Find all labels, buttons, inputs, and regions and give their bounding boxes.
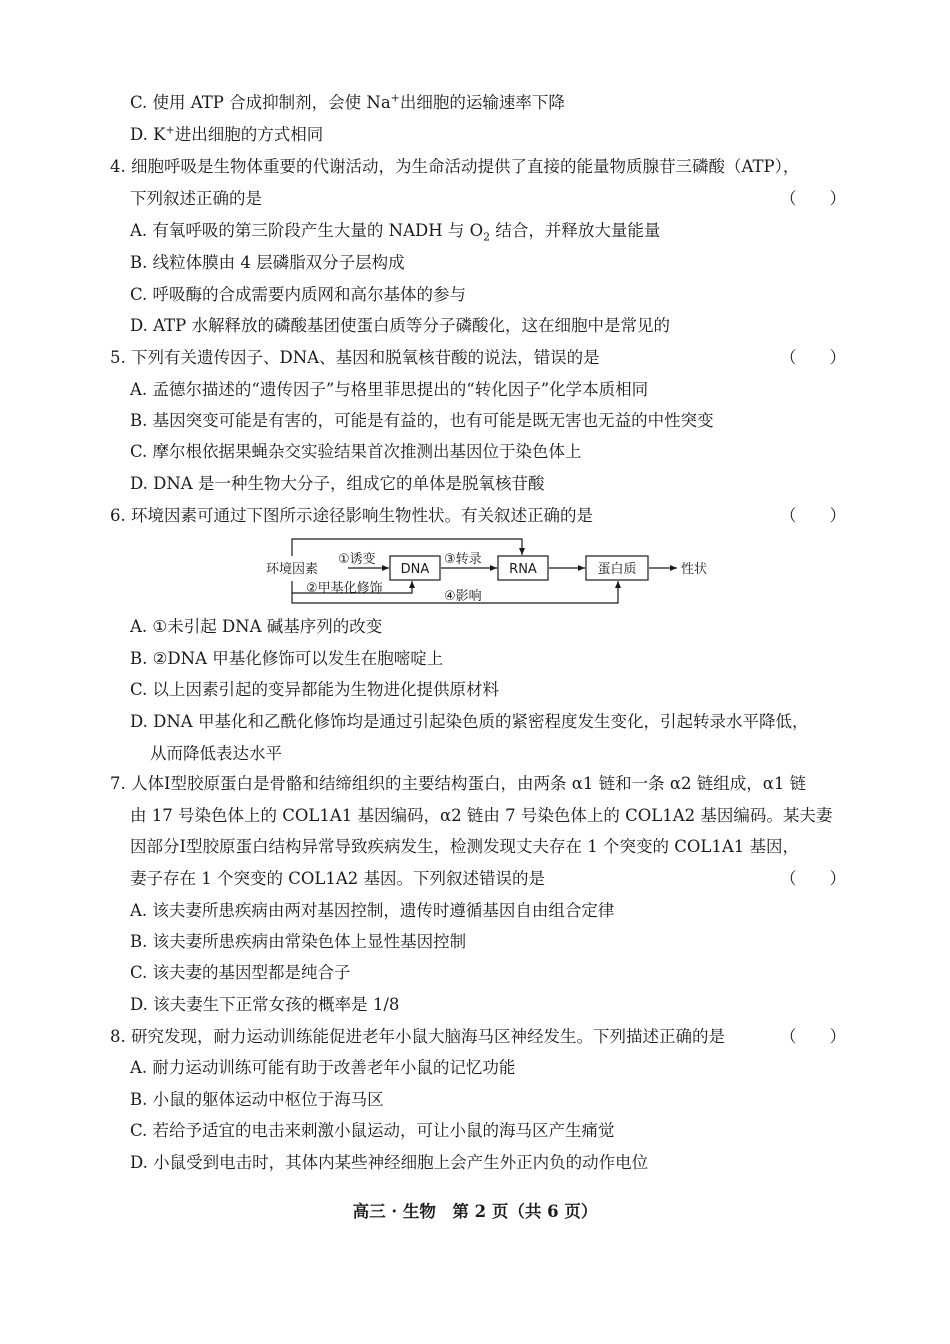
env-label: 环境因素 bbox=[266, 562, 319, 577]
q6-option-d-line1: D. DNA 甲基化和乙酰化修饰均是通过引起染色质的紧密程度发生变化，引起转录水平降低， bbox=[130, 712, 809, 731]
q7-option-d: D. 该夫妻生下正常女孩的概率是 1/8 bbox=[130, 995, 400, 1014]
effect-label: ④影响 bbox=[444, 589, 482, 604]
q7-option-a: A. 该夫妻所患疾病由两对基因控制，遗传时遵循基因自由组合定律 bbox=[130, 901, 615, 920]
q5-stem: 5. 下列有关遗传因子、DNA、基因和脱氧核苷酸的说法，错误的是 bbox=[110, 348, 600, 367]
dna-label: DNA bbox=[400, 562, 430, 577]
trait-label: 性状 bbox=[681, 562, 708, 577]
q6-option-c: C. 以上因素引起的变异都能为生物进化提供原材料 bbox=[130, 680, 500, 699]
q7-answer-paren: （ ） bbox=[780, 869, 846, 888]
q8-option-b: B. 小鼠的躯体运动中枢位于海马区 bbox=[130, 1090, 384, 1109]
q5-option-a: A. 孟德尔描述的“遗传因子”与格里菲思提出的“转化因子”化学本质相同 bbox=[130, 380, 649, 399]
q5-option-b: B. 基因突变可能是有害的，可能是有益的，也有可能是既无害也无益的中性突变 bbox=[130, 411, 714, 430]
q8-stem: 8. 研究发现，耐力运动训练能促进老年小鼠大脑海马区神经发生。下列描述正确的是 bbox=[110, 1027, 725, 1046]
q7-stem-line1: 7. 人体Ⅰ型胶原蛋白是骨骼和结缔组织的主要结构蛋白，由两条 α1 链和一条 α2 链组成，α1 链 bbox=[110, 774, 807, 793]
env-to-rna-path bbox=[292, 539, 522, 556]
pathway-diagram bbox=[262, 535, 732, 607]
q8-option-a: A. 耐力运动训练可能有助于改善老年小鼠的记忆功能 bbox=[130, 1058, 516, 1077]
q6-answer-paren: （ ） bbox=[780, 506, 846, 525]
q4-answer-paren: （ ） bbox=[780, 189, 846, 208]
q4-option-b: B. 线粒体膜由 4 层磷脂双分子层构成 bbox=[130, 253, 405, 272]
q5-option-d: D. DNA 是一种生物大分子，组成它的单体是脱氧核苷酸 bbox=[130, 474, 545, 493]
q6-option-b: B. ②DNA 甲基化修饰可以发生在胞嘧啶上 bbox=[130, 649, 444, 668]
transcription-label: ③转录 bbox=[444, 552, 482, 567]
q7-stem-line4: 妻子存在 1 个突变的 COL1A2 基因。下列叙述错误的是 bbox=[130, 869, 545, 888]
q8-option-c: C. 若给予适宜的电击来刺激小鼠运动，可让小鼠的海马区产生痛觉 bbox=[130, 1121, 615, 1140]
q4-option-a: A. 有氧呼吸的第三阶段产生大量的 NADH 与 $O_2$ 结合，并释放大量能量 bbox=[130, 221, 661, 244]
q8-answer-paren: （ ） bbox=[780, 1027, 846, 1046]
q7-stem-line2: 由 17 号染色体上的 COL1A1 基因编码，α2 链由 7 号染色体上的 COL1A2 基因编码。某夫妻 bbox=[130, 806, 833, 825]
q4-stem-line1: 4. 细胞呼吸是生物体重要的代谢活动，为生命活动提供了直接的能量物质腺苷三磷酸（ATP）， bbox=[110, 157, 800, 176]
q6-option-d-line2: 从而降低表达水平 bbox=[150, 744, 282, 763]
q7-option-b: B. 该夫妻所患疾病由常染色体上显性基因控制 bbox=[130, 932, 467, 951]
q4-option-d: D. ATP 水解释放的磷酸基团使蛋白质等分子磷酸化，这在细胞中是常见的 bbox=[130, 316, 670, 335]
q5-answer-paren: （ ） bbox=[780, 348, 846, 367]
methylation-label: ②甲基化修饰 bbox=[306, 581, 383, 596]
rna-label: RNA bbox=[509, 562, 537, 577]
q8-option-d: D. 小鼠受到电击时，其体内某些神经细胞上会产生外正内负的动作电位 bbox=[130, 1153, 649, 1172]
q4-stem-line2: 下列叙述正确的是 bbox=[130, 189, 262, 208]
q3-option-c: C. 使用 ATP 合成抑制剂，会使 Na+出细胞的运输速率下降 bbox=[130, 91, 565, 112]
mutation-label: ①诱变 bbox=[338, 552, 376, 567]
q5-option-c: C. 摩尔根依据果蝇杂交实验结果首次推测出基因位于染色体上 bbox=[130, 442, 582, 461]
q6-option-a: A. ①未引起 DNA 碱基序列的改变 bbox=[130, 617, 383, 636]
page-footer: 高三 · 生物 第 2 页（共 6 页） bbox=[352, 1202, 598, 1221]
q3-option-d: D. K+进出细胞的方式相同 bbox=[130, 123, 324, 144]
q7-stem-line3: 因部分Ⅰ型胶原蛋白结构异常导致疾病发生，检测发现丈夫存在 1 个突变的 COL1A1 基因， bbox=[130, 837, 800, 856]
q6-stem: 6. 环境因素可通过下图所示途径影响生物性状。有关叙述正确的是 bbox=[110, 506, 593, 525]
q7-option-c: C. 该夫妻的基因型都是纯合子 bbox=[130, 963, 351, 982]
protein-label: 蛋白质 bbox=[597, 562, 637, 577]
q4-option-c: C. 呼吸酶的合成需要内质网和高尔基体的参与 bbox=[130, 285, 467, 304]
